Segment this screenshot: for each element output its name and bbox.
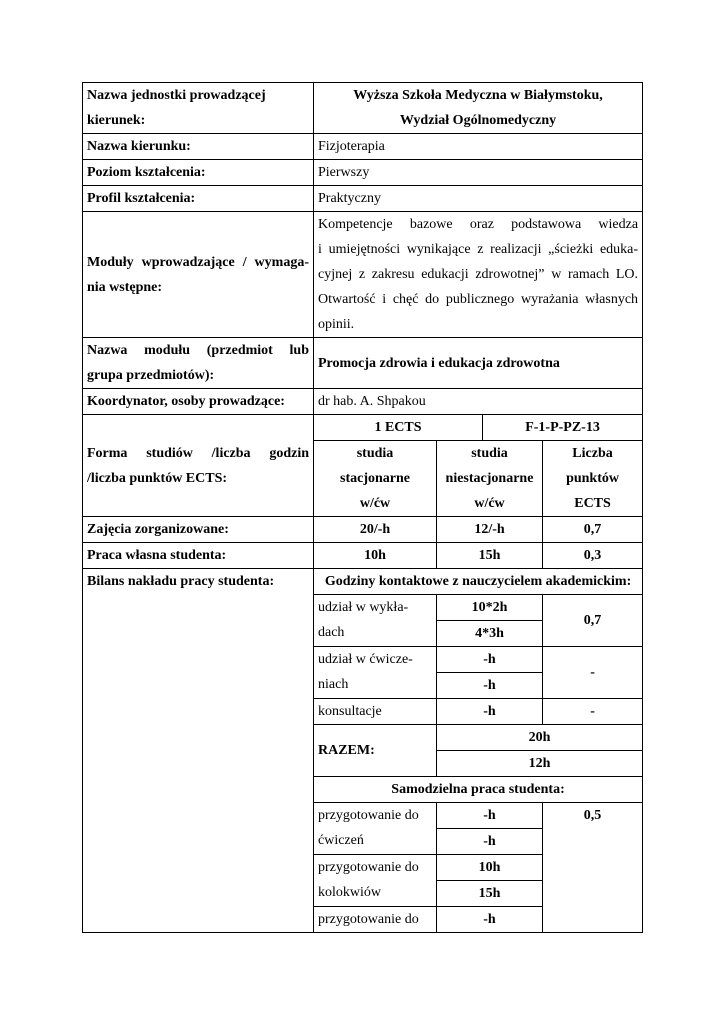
- coordinator-label: Koordynator, osoby prowadzące:: [83, 389, 314, 415]
- profile-row: [83, 186, 643, 212]
- form-ects: 1 ECTS: [314, 415, 483, 441]
- prep-col-nonstationary: 15h: [437, 881, 543, 907]
- prereq-line-2: i umiejętności wynikające z realizacji „ścieżki eduka-: [318, 242, 639, 257]
- form-col3-line1: Liczba: [572, 446, 613, 461]
- organized-stationary: 20/-h: [314, 517, 437, 543]
- prereq-label-line2: nia wstępne:: [87, 279, 163, 295]
- prep-ex-nonstationary: -h: [437, 829, 543, 855]
- coordinator-value: dr hab. A. Shpakou: [314, 389, 643, 415]
- form-code: F-1-P-PZ-13: [483, 415, 643, 441]
- balance-label: Bilans nakładu pracy studenta:: [83, 569, 314, 933]
- lectures-label-line1: udział w wykła-: [318, 600, 409, 615]
- unit-value: [314, 83, 643, 134]
- prep-ex-label: [314, 803, 437, 855]
- form-col1-line1: studia: [356, 446, 394, 461]
- own-work-ects: 0,3: [543, 543, 643, 569]
- form-col1-line2: stacjonarne: [340, 471, 410, 486]
- prereq-row: [83, 212, 643, 338]
- lectures-nonstationary: 4*3h: [437, 621, 543, 647]
- prep-col-label-line2: kolokwiów: [318, 885, 381, 900]
- prep-ex-label-line1: przygotowanie do: [318, 808, 419, 823]
- own-work-nonstationary: 15h: [437, 543, 543, 569]
- own-work-stationary: 10h: [314, 543, 437, 569]
- exercises-stationary: -h: [437, 647, 543, 673]
- level-value: Pierwszy: [314, 160, 643, 186]
- field-label: Nazwa kierunku:: [83, 134, 314, 160]
- module-row: [83, 338, 643, 389]
- coordinator-row: [83, 389, 643, 415]
- exercises-label-line2: niach: [318, 677, 349, 692]
- unit-value-line1: Wyższa Szkoła Medyczna w Białymstoku,: [353, 88, 603, 103]
- organized-nonstationary: 12/-h: [437, 517, 543, 543]
- total-stationary: 20h: [437, 725, 643, 751]
- prep-last-label: przygotowanie do: [314, 907, 437, 933]
- form-label: [83, 415, 314, 517]
- form-ects-row: [83, 415, 643, 441]
- syllabus-table: [82, 82, 643, 933]
- balance-header-row: [83, 569, 643, 595]
- unit-label-line1: Nazwa jednostki prowadzącej: [87, 88, 266, 103]
- lectures-label-line2: dach: [318, 625, 345, 640]
- total-nonstationary: 12h: [437, 751, 643, 777]
- module-label: [83, 338, 314, 389]
- level-row: [83, 160, 643, 186]
- exercises-label-line1: udział w ćwicze-: [318, 652, 413, 667]
- prereq-line-5: opinii.: [318, 317, 355, 332]
- lectures-stationary: 10*2h: [437, 595, 543, 621]
- prereq-line-4: Otwartość i chęć do publicznego wyrażania własnych: [318, 292, 639, 307]
- profile-value: Praktyczny: [314, 186, 643, 212]
- module-value: Promocja zdrowia i edukacja zdrowotna: [314, 338, 643, 389]
- prep-ex-label-line2: ćwiczeń: [318, 833, 364, 848]
- form-col-stationary: [314, 441, 437, 517]
- prep-col-label: [314, 855, 437, 907]
- level-label: Poziom kształcenia:: [83, 160, 314, 186]
- prep-col-label-line1: przygotowanie do: [318, 860, 419, 875]
- exercises-ects: -: [543, 647, 643, 699]
- own-work-label: Praca własna studenta:: [83, 543, 314, 569]
- field-row: [83, 134, 643, 160]
- module-label-line2: grupa przedmiotów):: [87, 368, 215, 383]
- organized-label: Zajęcia zorganizowane:: [83, 517, 314, 543]
- unit-label: [83, 83, 314, 134]
- form-col-nonstationary: [437, 441, 543, 517]
- form-col2-line1: studia: [471, 446, 508, 461]
- total-label: RAZEM:: [314, 725, 437, 777]
- self-header: Samodzielna praca studenta:: [314, 777, 643, 803]
- contact-header: Godziny kontaktowe z nauczycielem akademickim:: [314, 569, 643, 595]
- exercises-nonstationary: -h: [437, 673, 543, 699]
- prereq-line-3: cyjnej z zakresu edukacji zdrowotnej” w ramach LO.: [318, 267, 639, 282]
- own-work-row: [83, 543, 643, 569]
- form-col2-line3: w/ćw: [474, 496, 505, 511]
- prep-ex-stationary: -h: [437, 803, 543, 829]
- organized-row: [83, 517, 643, 543]
- profile-label: Profil kształcenia:: [83, 186, 314, 212]
- organized-ects: 0,7: [543, 517, 643, 543]
- consult-label: konsultacje: [314, 699, 437, 725]
- form-col-ects: [543, 441, 643, 517]
- prereq-line-1: Kompetencje bazowe oraz podstawowa wiedza: [318, 217, 639, 232]
- prep-ects: 0,5: [543, 803, 643, 933]
- unit-label-line2: kierunek:: [87, 113, 146, 128]
- unit-value-line2: Wydział Ogólnomedyczny: [399, 113, 557, 128]
- prep-col-stationary: 10h: [437, 855, 543, 881]
- exercises-label: [314, 647, 437, 699]
- lectures-ects: 0,7: [543, 595, 643, 647]
- unit-row: [83, 83, 643, 134]
- consult-value: -h: [437, 699, 543, 725]
- prereq-value: [314, 212, 643, 338]
- form-col3-line2: punktów: [566, 471, 619, 486]
- form-col1-line3: w/ćw: [359, 496, 391, 511]
- prereq-label-line1: Moduły wprowadzające / wymaga-: [87, 254, 309, 270]
- form-label-line2: /liczba punktów ECTS:: [87, 470, 228, 486]
- lectures-label: [314, 595, 437, 647]
- prereq-label: [83, 212, 314, 338]
- prep-last-value: -h: [437, 907, 543, 933]
- consult-ects: -: [543, 699, 643, 725]
- form-col2-line2: niestacjonarne: [445, 471, 534, 486]
- form-label-line1: Forma studiów /liczba godzin: [87, 445, 309, 461]
- form-col3-line3: ECTS: [574, 496, 611, 511]
- field-value: Fizjoterapia: [314, 134, 643, 160]
- module-label-line1: Nazwa modułu (przedmiot lub: [87, 343, 309, 358]
